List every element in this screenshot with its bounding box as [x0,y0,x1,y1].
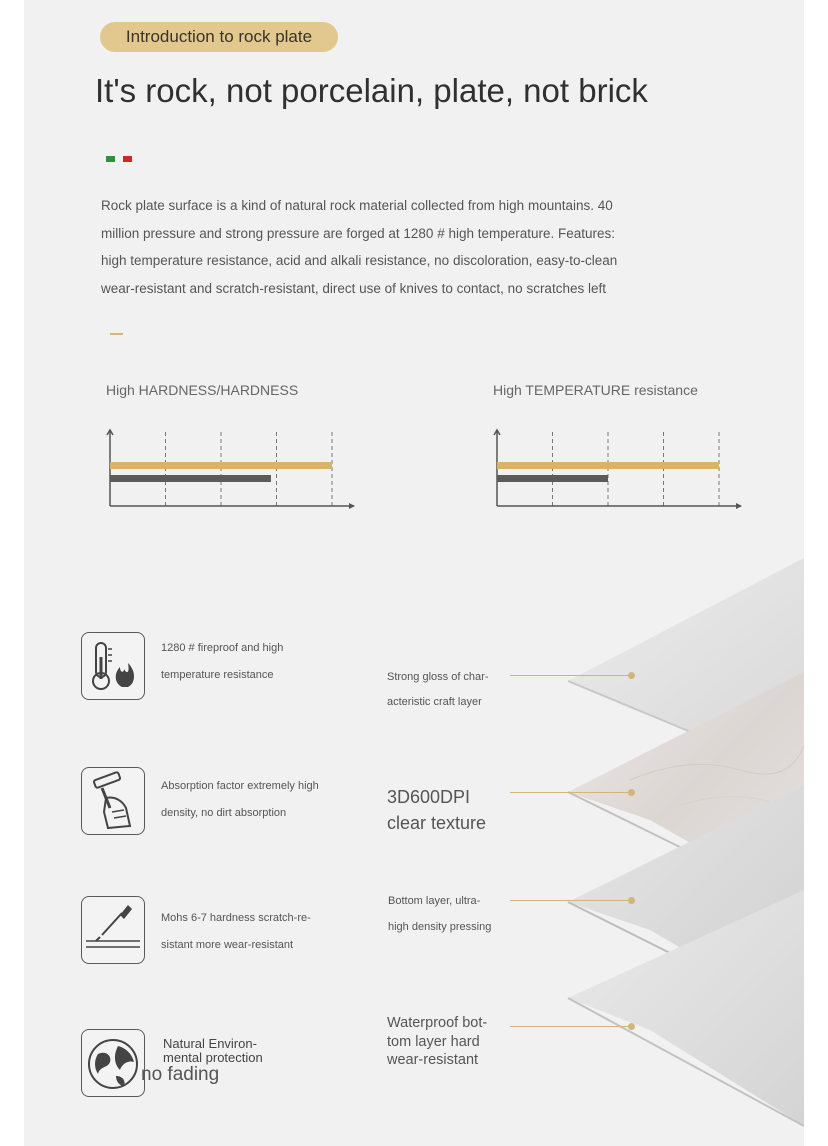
cloth-wipe-icon [81,767,145,835]
bar [110,475,271,482]
feature-line: sistant more wear-resistant [161,939,294,951]
intro-line: high temperature resistance, acid and alkali resistance, no discoloration, easy-to-clean [101,253,618,268]
bar [497,475,608,482]
globe-icon [81,1029,145,1097]
layer-line: clear texture [387,813,487,833]
feature-line: Mohs 6-7 hardness scratch-re- [161,912,311,924]
layer-line: high density pressing [388,921,492,933]
layer-label-gloss [387,665,489,715]
layer-label-texture [387,784,486,836]
italy-flag-red [123,156,132,162]
thermometer-flame-icon [81,632,145,700]
hardness-chart [96,420,366,520]
leader-dot-gloss [628,672,635,679]
page-title: It's rock, not porcelain, plate, not brick [95,72,648,109]
section-tag: Introduction to rock plate [100,22,338,52]
intro-line: million pressure and strong pressure are forged at 1280 # high temperature. Features: [101,225,616,241]
intro-line: Rock plate surface is a kind of natural rock material collected from high mountains. 40 [101,198,613,213]
chart-title-temperature: High TEMPERATURE resistance [493,382,698,398]
feature-text-absorption [161,773,319,827]
layer-label-waterproof [387,1014,487,1070]
feature-line: mental protection [163,1050,263,1065]
screwdriver-scratch-icon [81,896,145,964]
x-axis-arrow [349,503,355,509]
feature-text-hardness [161,905,311,959]
intro-line: wear-resistant and scratch-resistant, direct use of knives to contact, no scratches left [101,280,606,296]
accent-dash [110,333,123,335]
feature-text-fireproof [161,635,283,689]
leader-line-gloss [510,675,630,676]
leader-dot-waterproof [628,1023,635,1030]
feature-line: Absorption factor extremely high [161,780,319,792]
x-axis-arrow [736,503,742,509]
feature-line: Natural Environ- [163,1036,257,1051]
layer-line: tom layer hard [387,1033,480,1050]
feature-line: temperature resistance [161,669,274,681]
feature-line: density, no dirt absorption [161,807,287,819]
layer-line: wear-resistant [387,1052,479,1068]
layer-line: acteristic craft layer [387,696,482,708]
feature-line: 1280 # fireproof and high [161,642,284,654]
leader-line-texture [510,792,630,793]
layer-line: Waterproof bot- [387,1015,488,1031]
leader-dot-bottom [628,897,635,904]
layer-label-bottom [388,888,491,940]
leader-line-bottom [510,900,630,901]
leader-line-waterproof [510,1026,630,1027]
leader-dot-texture [628,789,635,796]
temperature-chart [483,420,753,520]
rock-plate-layers-illustration [540,540,804,1146]
bar [497,462,719,469]
chart-title-hardness: High HARDNESS/HARDNESS [106,382,299,398]
italy-flag-green [106,156,115,162]
bar [110,462,332,469]
intro-paragraph [101,192,661,302]
layer-line: Bottom layer, ultra- [388,895,481,907]
feature-text-environment [141,1036,263,1085]
layer-line: 3D600DPI [387,787,471,807]
feature-line: no fading [141,1064,220,1085]
layer-line: Strong gloss of char- [387,671,489,683]
